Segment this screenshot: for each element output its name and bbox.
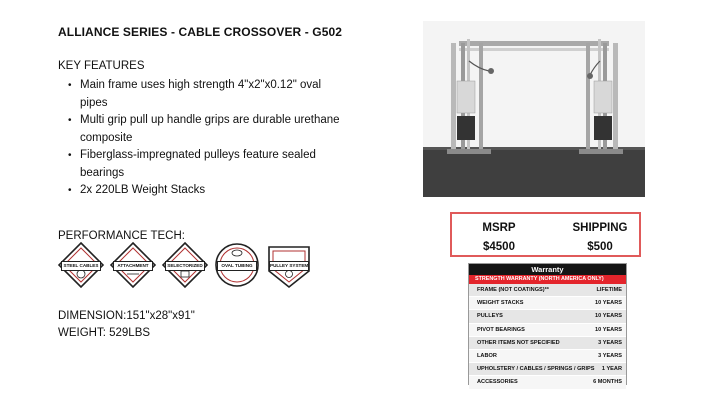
warranty-term: 10 YEARS bbox=[595, 326, 622, 333]
badge-label: PULLEY SYSTEM bbox=[269, 261, 309, 271]
warranty-table bbox=[468, 263, 627, 385]
warranty-item: PIVOT BEARINGS bbox=[477, 326, 525, 333]
specs bbox=[58, 308, 195, 342]
badge-label: STEEL CABLES bbox=[61, 261, 101, 271]
pulley-system-badge bbox=[265, 241, 313, 289]
warranty-item: OTHER ITEMS NOT SPECIFIED bbox=[477, 339, 560, 346]
warranty-header: Warranty bbox=[469, 264, 626, 275]
warranty-term: 6 MONTHS bbox=[593, 379, 622, 386]
badge-label: SELECTORIZED bbox=[165, 261, 205, 271]
feature-item: • Fiberglass-impregnated pulleys feature sealed bearings bbox=[60, 147, 350, 182]
table-row bbox=[469, 350, 626, 363]
table-row bbox=[469, 376, 626, 389]
msrp-value: $4500 bbox=[483, 241, 515, 253]
shipping-value: $500 bbox=[587, 241, 613, 253]
selectorized-badge bbox=[161, 241, 209, 289]
table-row bbox=[469, 337, 626, 350]
badge-label: OVAL TUBING bbox=[217, 261, 257, 271]
pricing-box bbox=[450, 212, 641, 257]
steel-cables-badge bbox=[57, 241, 105, 289]
warranty-term: LIFETIME bbox=[596, 287, 622, 293]
warranty-item: FRAME (NOT COATINGS)** bbox=[477, 287, 549, 293]
msrp-label: MSRP bbox=[482, 222, 516, 234]
warranty-rows bbox=[469, 284, 626, 390]
performance-tech-badges bbox=[57, 241, 313, 289]
weight-text: WEIGHT: 529LBS bbox=[58, 327, 151, 339]
dimension-text: DIMENSION:151"x28"x91" bbox=[58, 310, 195, 322]
warranty-term: 3 YEARS bbox=[598, 352, 622, 359]
attachment-badge bbox=[109, 241, 157, 289]
feature-item: • 2x 220LB Weight Stacks bbox=[60, 182, 350, 200]
shipping-label: SHIPPING bbox=[572, 222, 628, 234]
table-row bbox=[469, 310, 626, 323]
feature-list bbox=[60, 77, 350, 200]
feature-item: • Main frame uses high strength 4"x2"x0.12" oval pipes bbox=[60, 77, 350, 112]
table-row bbox=[469, 363, 626, 376]
warranty-term: 10 YEARS bbox=[595, 300, 622, 307]
cable-crossover-machine-image bbox=[423, 21, 645, 197]
warranty-item: PULLEYS bbox=[477, 313, 503, 320]
warranty-term: 10 YEARS bbox=[595, 313, 622, 320]
oval-tubing-badge bbox=[213, 241, 261, 289]
performance-tech-label: PERFORMANCE TECH: bbox=[58, 230, 185, 242]
badge-label: ATTACHMENT bbox=[113, 261, 153, 271]
table-row bbox=[469, 324, 626, 337]
product-title: ALLIANCE SERIES - CABLE CROSSOVER - G502 bbox=[58, 25, 343, 39]
key-features-label: KEY FEATURES bbox=[58, 60, 145, 72]
table-row bbox=[469, 297, 626, 310]
feature-item: • Multi grip pull up handle grips are durable urethane composite bbox=[60, 112, 350, 147]
warranty-item: WEIGHT STACKS bbox=[477, 300, 524, 307]
warranty-item: UPHOLSTERY / CABLES / SPRINGS / GRIPS bbox=[477, 366, 595, 373]
warranty-term: 3 YEARS bbox=[598, 339, 622, 346]
warranty-item: LABOR bbox=[477, 352, 497, 359]
table-row bbox=[469, 284, 626, 297]
warranty-item: ACCESSORIES bbox=[477, 379, 518, 386]
warranty-term: 1 YEAR bbox=[601, 366, 622, 373]
product-photo bbox=[423, 21, 645, 197]
warranty-subheader: STRENGTH WARRANTY (NORTH AMERICA ONLY) bbox=[469, 275, 626, 284]
